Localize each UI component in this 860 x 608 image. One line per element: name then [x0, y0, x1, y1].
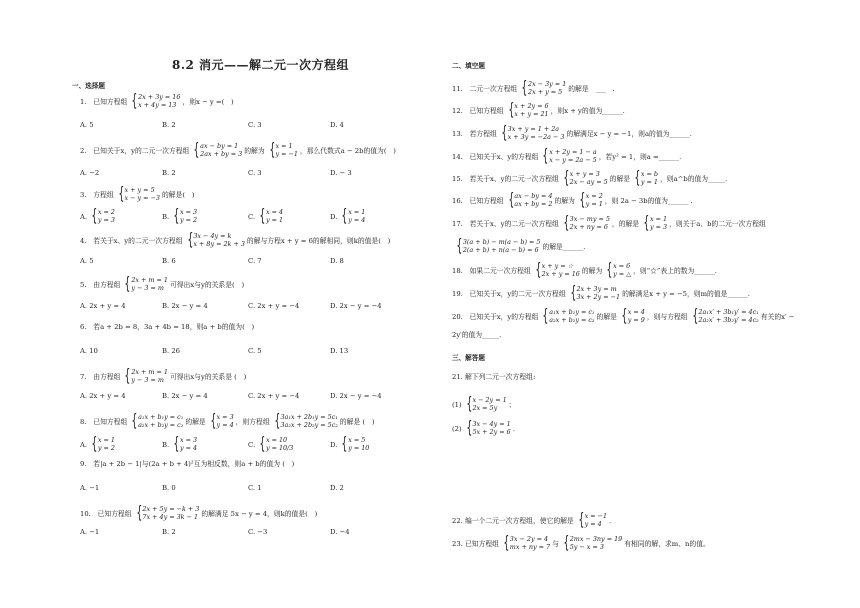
- q7-prefix: 7. 由方程组: [80, 372, 121, 381]
- question-19: [452, 285, 750, 302]
- q7-suffix: 可得出x与y的关系是 ( ): [169, 372, 247, 381]
- q20-eq3: 2a₁x′ + 3b₁y′ = 4c₁: [698, 308, 759, 317]
- q3-prefix: 3. 方程组: [80, 190, 114, 199]
- q5-suffix: 可得出x与y的关系是( ): [169, 280, 245, 289]
- q18-eq1: x + y = ☆: [541, 262, 574, 271]
- q13-system: { 3x + y = 1 + 2a x + 3y = −2a − 3: [501, 123, 565, 143]
- question-16: [452, 192, 693, 209]
- q15-prefix: 15. 若关于x、y的二元一次方程组: [452, 174, 559, 183]
- q16-prefix: 16. 已知方程组: [452, 196, 504, 205]
- q4-suffix: 的解与方程x + y = 6的解相同，则k的值是( ): [246, 236, 391, 245]
- q3-option-b[interactable]: B. { x = 3 y = 2: [162, 206, 198, 226]
- section-fill-blank: 二、填空题: [452, 62, 485, 70]
- q1-eq2: x + 4y = 13: [138, 100, 177, 109]
- q2-sol2: y = −1: [275, 149, 298, 158]
- q11-prefix: 11. 二元一次方程组: [452, 84, 518, 93]
- q8-eq1: a₁x + b₁y = c₁: [138, 413, 184, 422]
- q8-prefix: 8. 已知方程组: [80, 417, 128, 426]
- q5-system: { 2x + m = 1 y − 3 = m: [124, 274, 168, 294]
- q8-solution: { x = 3 y = 4: [210, 411, 234, 431]
- q16-sol2: y = 1: [585, 199, 603, 208]
- q8-letter-c: C.: [248, 440, 256, 449]
- q18-eq2: 2x + y = 16: [541, 269, 580, 278]
- q2-sol1: x = 1: [275, 142, 293, 151]
- q4-eq2: x + 8y = 2k + 3: [193, 239, 245, 248]
- q15-eq1: x + y = 3: [569, 170, 600, 179]
- q21-p1-label: (1): [452, 400, 462, 409]
- q21-p2-eq2: 5x + 2y = 6: [472, 427, 511, 436]
- question-13: [452, 125, 692, 142]
- section-choice: 一、选择题: [72, 82, 105, 90]
- q8-option-b[interactable]: B. { x = 3 y = 4: [162, 434, 198, 454]
- question-5: [80, 276, 244, 293]
- q22-sol2: y = 4: [584, 519, 602, 528]
- q12-system: { x + 2y = 6 x + y = 21: [508, 100, 549, 120]
- question-22: [452, 512, 611, 529]
- q1-prefix: 1. 已知方程组: [80, 97, 128, 106]
- question-18: [452, 262, 717, 279]
- q8-system2: { 3a₁x + 2b₁y = 5c₁ 3a₂x + 2b₂y = 5c₂: [274, 411, 338, 431]
- q21-p1-eq2: 2x = 5y: [472, 403, 498, 412]
- q15-system: { x + y = 3 2x − ay = 5: [563, 168, 608, 188]
- question-1: [80, 93, 234, 110]
- q21-p1-system: { x − 2y = 1 2x = 5y: [466, 394, 507, 414]
- q13-eq1: 3x + y = 1 + 2a: [507, 125, 560, 134]
- q20-mid: 的解是: [596, 312, 617, 321]
- q18-mid: 的解为: [581, 266, 603, 275]
- q8-option-c[interactable]: C. { x = 10 y = 10/3: [248, 434, 294, 454]
- q9-option-c[interactable]: C. 1: [248, 484, 262, 492]
- q8-b-line2: y = 4: [179, 443, 198, 452]
- q20-system2: { 2a₁x′ + 3b₁y′ = 4c₁ 2a₂x′ + 3b₂y′ = 4c₂: [692, 306, 759, 326]
- q8-a-line2: y = 2: [97, 443, 115, 452]
- section-solve: 三、解答题: [452, 354, 485, 362]
- q3-a-line1: x = 2: [97, 208, 115, 217]
- q16-sol1: x = 2: [585, 192, 603, 201]
- q23-eq1: 3x − 2y = 4: [509, 535, 549, 544]
- q8-letter-b: B.: [162, 440, 170, 449]
- q14-answer-blank[interactable]: ，若y² = 1，则a =______.: [598, 152, 682, 161]
- q2-prefix: 2. 已知关于x，y的二元一次方程组: [80, 146, 190, 155]
- q17-system: { 3x − my = 5 2x + ny = 6: [563, 213, 610, 233]
- q3-option-a[interactable]: A. { x = 2 y = 3: [80, 206, 115, 226]
- question-3: [80, 186, 195, 203]
- q1-option-d[interactable]: D. 4: [330, 121, 344, 129]
- q15-mid: 的解是: [609, 174, 631, 183]
- q9-option-a[interactable]: A. −1: [80, 484, 100, 492]
- q8-eq3: 3a₁x + 2b₁y = 5c₁: [280, 413, 338, 422]
- q22-suffix: .: [609, 516, 612, 525]
- q20-solution: { x = 4 y = 9: [621, 306, 645, 326]
- q8-option-d[interactable]: D. { x = 5 y = 10: [330, 434, 370, 454]
- q10-suffix: 的解满足 5x − y = 4，则k的值是( ): [201, 509, 318, 518]
- q3-option-c[interactable]: C. { x = 4 y = 1: [248, 206, 284, 226]
- q21-p2-system: { 3x − 4y = 1 5x + 2y = 6: [466, 418, 511, 438]
- q23-eq4: 5y − x = 3: [569, 542, 604, 551]
- q2-option-d[interactable]: D. − 3: [330, 169, 352, 177]
- q19-eq2: 3x + 2y = −1: [576, 292, 621, 301]
- q6-option-b[interactable]: B. 26: [162, 347, 180, 355]
- q10-eq1: 2x + 5y = −k + 3: [142, 505, 200, 514]
- q8-c-line2: y = 10/3: [265, 443, 294, 452]
- q4-option-c[interactable]: C. 7: [248, 257, 262, 265]
- q8-mid: 的解是: [185, 417, 206, 426]
- q21-part-1: [452, 396, 515, 413]
- q3-letter-a: A.: [80, 212, 88, 221]
- q18-system: { x + y = ☆ 2x + y = 16: [535, 260, 580, 280]
- q1-suffix: ，则x − y =( ): [182, 97, 234, 106]
- q16-mid: 的解为: [554, 196, 575, 205]
- q20-eq2: a₂x + b₂y = c₂: [549, 315, 595, 324]
- q2-suffix: ，那么代数式a − 2b的值为( ): [299, 146, 396, 155]
- q5-option-d[interactable]: D. 2x − y = −4: [330, 302, 382, 310]
- q8-a-line1: x = 1: [97, 436, 115, 445]
- q8-system: { a₁x + b₁y = c₁ a₂x + b₂y = c₂: [131, 411, 184, 431]
- q17-solution: { x = 1 y = 3: [643, 213, 668, 233]
- q21-p2-suffix: .: [512, 424, 515, 433]
- q8-sol1: x = 3: [216, 413, 234, 422]
- q8-c-line1: x = 10: [265, 436, 288, 445]
- question-14: [452, 148, 681, 165]
- q5-prefix: 5. 由方程组: [80, 280, 121, 289]
- q23-mid: 与: [552, 539, 559, 548]
- page-title: 8.2 消元——解二元一次方程组: [172, 58, 350, 72]
- question-17: [452, 215, 766, 232]
- q17-eq1: 3x − my = 5: [569, 215, 610, 224]
- q7-option-b[interactable]: B. 2x − y = 4: [162, 392, 208, 400]
- q11-eq1: 2x − 3y = 1: [528, 80, 567, 89]
- q19-answer-blank[interactable]: 的解满足x + y = −5，则m的值是______.: [622, 289, 750, 298]
- q6-option-a[interactable]: A. 10: [80, 347, 98, 355]
- q3-c-line2: y = 1: [265, 215, 284, 224]
- q20-prefix: 20. 已知关于x，y的方程组: [452, 312, 539, 321]
- q20-eq1: a₁x + b₁y = c₁: [549, 308, 595, 317]
- q19-prefix: 19. 已知关于x，y的二元一次方程组: [452, 289, 566, 298]
- q23-eq2: mx + ny = 7: [509, 542, 551, 551]
- q17-sol1: x = 1: [649, 215, 668, 224]
- q12-prefix: 12. 已知方程组: [452, 106, 504, 115]
- q5-option-a[interactable]: A. 2x + y = 4: [80, 302, 126, 310]
- q12-answer-blank[interactable]: ，则x + y的值为______.: [550, 106, 625, 115]
- q8-eq4: 3a₂x + 2b₂y = 5c₂: [280, 420, 338, 429]
- q14-eq2: x − y = 2a − 5: [549, 155, 597, 164]
- question-17-continued: [452, 238, 585, 255]
- q1-option-a[interactable]: A. 5: [80, 121, 94, 129]
- q20-mid2: ，则与方程组: [646, 312, 688, 321]
- q22-sol1: x = −1: [584, 512, 608, 521]
- q2-eq1: ax − by = 1: [200, 142, 239, 151]
- question-10: [80, 505, 317, 522]
- q10-option-b[interactable]: B. 2: [162, 528, 176, 536]
- question-15: [452, 170, 727, 187]
- q10-eq2: 7x + 4y = 3k − 1: [142, 512, 199, 521]
- q16-system: { ax − by = 4 ax + by = 2: [508, 190, 553, 210]
- question-23: [452, 535, 710, 552]
- q11-eq2: 2x + y = 5: [528, 87, 563, 96]
- question-20: [452, 308, 794, 325]
- q12-eq1: x + 2y = 6: [514, 102, 549, 111]
- question-8: [80, 413, 375, 430]
- question-11: [452, 80, 615, 97]
- q20-suffix: 有关的x′ −: [760, 312, 795, 321]
- q6-option-d[interactable]: D. 13: [330, 347, 349, 355]
- q3-eq2: x − y = −3: [124, 193, 160, 202]
- q20-continued[interactable]: 2y′的值为_____.: [452, 331, 502, 339]
- q17-answer-blank[interactable]: 的解是______.: [542, 242, 586, 251]
- q21-p2-label: (2): [452, 424, 462, 433]
- q20-sol2: y = 9: [627, 315, 645, 324]
- q8-letter-d: D.: [330, 440, 338, 449]
- q17-prefix: 17. 若关于x、y的二元一次方程组: [452, 219, 559, 228]
- q10-option-c[interactable]: C. −3: [248, 528, 268, 536]
- q3-system: { x + y = 5 x − y = −3: [118, 184, 160, 204]
- q3-b-line2: y = 2: [179, 215, 198, 224]
- q11-system: { 2x − 3y = 1 2x + y = 5: [521, 78, 567, 98]
- q8-option-a[interactable]: A. { x = 1 y = 2: [80, 434, 115, 454]
- q2-option-a[interactable]: A. −2: [80, 169, 100, 177]
- q7-system: { 2x + m = 1 y − 3 = m: [124, 366, 168, 386]
- q2-option-c[interactable]: C. 3: [248, 169, 262, 177]
- q2-option-b[interactable]: B. 2: [162, 169, 176, 177]
- q14-prefix: 14. 已知关于x、y的方程组: [452, 152, 539, 161]
- q10-option-d[interactable]: D. −4: [330, 528, 350, 536]
- q7-eq1: 2x + m = 1: [131, 368, 168, 377]
- q8-d-line1: x = 5: [348, 436, 366, 445]
- q2-system: { ax − by = 1 2ax + by = 3: [193, 140, 243, 160]
- q16-solution: { x = 2 y = 1: [579, 190, 603, 210]
- q3-letter-d: D.: [330, 212, 338, 221]
- q7-option-c[interactable]: C. 2x + y = −4: [248, 392, 300, 400]
- q21-p2-eq1: 3x − 4y = 1: [472, 420, 511, 429]
- q8-sol2: y = 4: [216, 420, 234, 429]
- q4-option-a[interactable]: A. 5: [80, 257, 94, 265]
- q3-b-line1: x = 3: [179, 208, 198, 217]
- q17-sol2: y = 3: [649, 222, 668, 231]
- q23-system1: { 3x − 2y = 4 mx + ny = 7: [503, 533, 551, 553]
- q8-suffix: 的解是 ( ): [339, 417, 375, 426]
- q13-eq2: x + 3y = −2a − 3: [507, 132, 565, 141]
- q14-system: { x + 2y = 1 − a x − y = 2a − 5: [542, 146, 597, 166]
- q10-prefix: 10. 已知方程组: [80, 509, 132, 518]
- q4-option-d[interactable]: D. 8: [330, 257, 344, 265]
- question-21: 21. 解下列二元一次方程组:: [452, 373, 536, 381]
- q23-suffix: 有相同的解，求m、n的值。: [624, 539, 710, 548]
- q14-eq1: x + 2y = 1 − a: [549, 148, 597, 157]
- q16-eq1: ax − by = 4: [514, 192, 553, 201]
- q3-letter-c: C.: [248, 212, 256, 221]
- q5-option-c[interactable]: C. 2x + y = −4: [248, 302, 300, 310]
- q8-mid2: ，则方程组: [235, 417, 270, 426]
- q22-solution: { x = −1 y = 4: [578, 510, 608, 530]
- question-7: [80, 368, 246, 385]
- q23-eq3: 2mx − 3ny = 19: [569, 535, 623, 544]
- q3-a-line2: y = 3: [97, 215, 115, 224]
- q17-eq4: 2(a + b) + n(a − b) = 6: [462, 245, 539, 254]
- q10-option-a[interactable]: A. −1: [80, 528, 100, 536]
- q15-answer-blank[interactable]: ，则a^b的值为_____.: [660, 174, 728, 183]
- q21-p1-eq1: x − 2y = 1: [472, 396, 507, 405]
- q18-solution: { x = 6 y = △: [606, 260, 632, 280]
- q18-prefix: 18. 如果二元一次方程组: [452, 266, 531, 275]
- q22-prefix: 22. 编一个二元一次方程组，使它的解是: [452, 516, 574, 525]
- q21-part-2: [452, 420, 515, 437]
- q20-sol1: x = 4: [627, 308, 645, 317]
- question-4: [80, 232, 390, 249]
- q1-system: { 2x + 3y = 16 x + 4y = 13: [131, 91, 181, 111]
- q2-mid: 的解为: [244, 146, 265, 155]
- q17-mid: ，的解是: [611, 219, 640, 228]
- q17-eq3: 3(a + b) − m(a − b) = 5: [462, 238, 541, 247]
- q3-suffix: 的解是( ): [162, 190, 195, 199]
- q4-system: { 3x − 4y = k x + 8y = 2k + 3: [186, 230, 245, 250]
- q9-option-b[interactable]: B. 0: [162, 484, 176, 492]
- q4-option-b[interactable]: B. 6: [162, 257, 176, 265]
- q19-system: { 2x + 3y = m 3x + 2y = −1: [570, 283, 621, 303]
- q3-d-line1: x = 1: [348, 208, 366, 217]
- q3-eq1: x + y = 5: [124, 186, 155, 195]
- q4-eq1: 3x − 4y = k: [193, 232, 232, 241]
- q2-eq2: 2ax + by = 3: [200, 149, 243, 158]
- q18-sol2: y = △: [613, 269, 632, 278]
- q3-d-line2: y = 4: [348, 215, 366, 224]
- q7-option-d[interactable]: D. 2x − y = −4: [330, 392, 382, 400]
- q15-solution: { x = b y = 1: [634, 168, 659, 188]
- q3-c-line1: x = 4: [265, 208, 284, 217]
- q8-b-line1: x = 3: [179, 436, 198, 445]
- q8-letter-a: A.: [80, 440, 88, 449]
- q10-system: { 2x + 5y = −k + 3 7x + 4y = 3k − 1: [136, 503, 200, 523]
- q18-sol1: x = 6: [613, 262, 631, 271]
- q16-eq2: ax + by = 2: [514, 199, 553, 208]
- q1-option-b[interactable]: B. 2: [162, 121, 176, 129]
- q8-d-line2: y = 10: [348, 443, 370, 452]
- q20-system: { a₁x + b₁y = c₁ a₂x + b₂y = c₂: [542, 306, 595, 326]
- question-12: [452, 102, 625, 119]
- q8-eq2: a₂x + b₂y = c₂: [138, 420, 184, 429]
- q17-system2: { 3(a + b) − m(a − b) = 5 2(a + b) + n(a − b) = 6: [456, 236, 541, 256]
- q17-suffix: ，则关于a、b的二元一次方程组: [669, 219, 766, 228]
- q15-sol1: x = b: [640, 170, 659, 179]
- q5-eq1: 2x + m = 1: [131, 276, 168, 285]
- q5-eq2: y − 3 = m: [131, 283, 164, 292]
- q13-answer-blank[interactable]: 的解满足x − y = −1，则a的值为______.: [566, 129, 692, 138]
- q11-answer-blank[interactable]: 的解是 ___ .: [568, 84, 615, 93]
- question-2: [80, 142, 396, 159]
- q2-solution: { x = 1 y = −1: [269, 140, 298, 160]
- q7-option-a[interactable]: A. 2x + y = 4: [80, 392, 126, 400]
- q19-eq1: 2x + 3y = m: [576, 285, 617, 294]
- q15-eq2: 2x − ay = 5: [569, 177, 608, 186]
- q21-p1-suffix: ；: [508, 400, 516, 409]
- q1-option-c[interactable]: C. 3: [248, 121, 262, 129]
- question-6: 6. 若a + 2b = 8，3a + 4b = 18，则a + b的值为( ): [80, 323, 255, 331]
- q15-sol2: y = 1: [640, 177, 658, 186]
- q18-answer-blank[interactable]: ，则“☆”表上的数为______.: [633, 266, 717, 275]
- q13-prefix: 13. 若方程组: [452, 129, 497, 138]
- q23-prefix: 23. 已知方程组: [452, 539, 499, 548]
- q5-option-b[interactable]: B. 2x − y = 4: [162, 302, 208, 310]
- q1-eq1: 2x + 3y = 16: [138, 93, 181, 102]
- q16-answer-blank[interactable]: ，则 2a − 3b的值为______ .: [604, 196, 693, 205]
- q6-option-c[interactable]: C. 5: [248, 347, 262, 355]
- q4-prefix: 4. 若关于x、y的二元一次方程组: [80, 236, 183, 245]
- question-9: 9. 若|a + 2b − 1|与(2a + b + 4)²互为相反数，则a + b的值为 ( ): [80, 460, 295, 468]
- q7-eq2: y − 3 = m: [131, 375, 164, 384]
- q17-eq2: 2x + ny = 6: [569, 222, 608, 231]
- q20-eq4: 2a₂x′ + 3b₂y′ = 4c₂: [698, 315, 759, 324]
- q23-system2: { 2mx − 3ny = 19 5y − x = 3: [563, 533, 623, 553]
- q3-option-d[interactable]: D. { x = 1 y = 4: [330, 206, 366, 226]
- q9-option-d[interactable]: D. 2: [330, 484, 344, 492]
- q3-letter-b: B.: [162, 212, 170, 221]
- q12-eq2: x + y = 21: [514, 109, 549, 118]
